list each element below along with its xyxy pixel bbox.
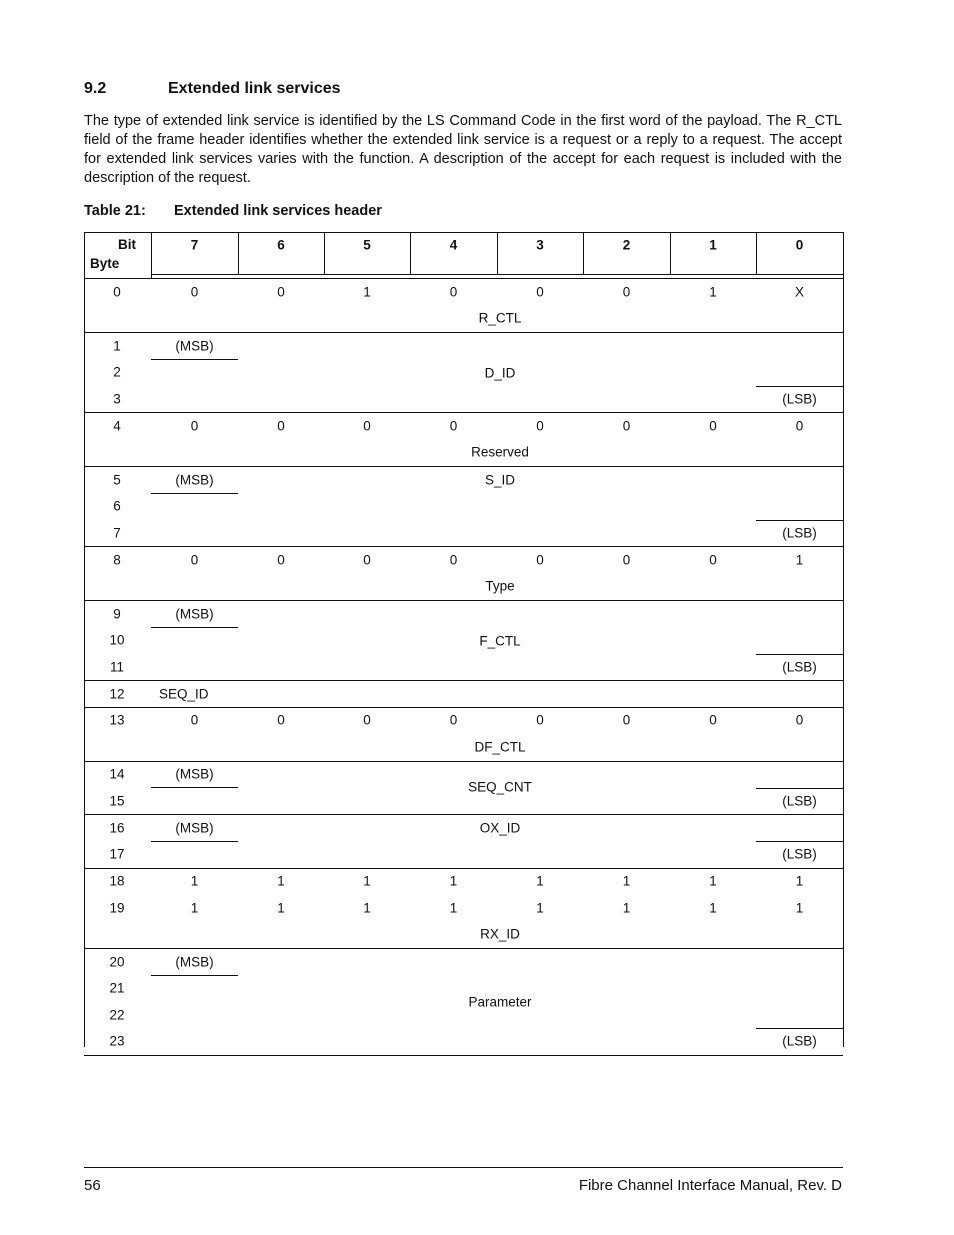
bit-value: 1 bbox=[363, 873, 371, 889]
byte-number: 3 bbox=[113, 391, 121, 407]
bit-value: 0 bbox=[449, 418, 458, 434]
bit-value: 0 bbox=[536, 418, 544, 434]
field-name: OX_ID bbox=[479, 820, 521, 836]
field-name: Type bbox=[485, 578, 515, 594]
lsb-marker: (LSB) bbox=[782, 846, 817, 862]
page-number: 56 bbox=[84, 1177, 101, 1194]
bit-value: 1 bbox=[363, 284, 371, 300]
lsb-marker: (LSB) bbox=[782, 391, 817, 407]
field-name: D_ID bbox=[484, 365, 516, 380]
bit-value: 0 bbox=[449, 284, 458, 300]
bit-column-header: 1 bbox=[709, 237, 717, 253]
bit-value: 1 bbox=[795, 900, 804, 916]
bit-value: 0 bbox=[536, 284, 544, 300]
msb-marker: (MSB) bbox=[175, 338, 214, 354]
table-number: Table 21: bbox=[84, 203, 146, 219]
bit-value: 0 bbox=[536, 712, 544, 728]
footer-rule bbox=[84, 1167, 843, 1168]
row-separator bbox=[84, 412, 843, 413]
field-name: F_CTL bbox=[479, 633, 521, 648]
lsb-marker: (LSB) bbox=[782, 659, 817, 675]
bit-value: 1 bbox=[795, 873, 804, 889]
bit-value: 1 bbox=[622, 900, 631, 916]
row-separator bbox=[84, 600, 843, 601]
bit-value: X bbox=[794, 284, 804, 300]
byte-number: 9 bbox=[113, 606, 121, 622]
bit-value: 0 bbox=[190, 552, 199, 568]
bit-value: 0 bbox=[622, 552, 631, 568]
header-rule-double bbox=[84, 278, 843, 279]
byte-number: 1 bbox=[113, 338, 121, 354]
header-rule bbox=[151, 274, 843, 275]
byte-number: 16 bbox=[109, 820, 125, 836]
msb-marker: (MSB) bbox=[175, 472, 214, 488]
bit-value: 0 bbox=[363, 712, 371, 728]
row-separator bbox=[84, 1055, 843, 1056]
bit-column-header: 6 bbox=[277, 237, 285, 253]
table-caption bbox=[84, 203, 382, 219]
msb-marker: (MSB) bbox=[175, 766, 214, 782]
field-name: RX_ID bbox=[480, 926, 520, 942]
bit-value: 0 bbox=[277, 418, 285, 434]
msb-underline bbox=[151, 627, 238, 628]
byte-number: 2 bbox=[113, 364, 121, 380]
row-separator bbox=[84, 948, 843, 949]
table-title: Extended link services header bbox=[174, 203, 382, 219]
bit-value: 0 bbox=[363, 552, 371, 568]
bit-value: 1 bbox=[709, 873, 717, 889]
byte-number: 0 bbox=[113, 284, 121, 300]
bit-column-header: 5 bbox=[363, 237, 371, 253]
bit-column-header: 0 bbox=[795, 237, 804, 253]
row-separator bbox=[84, 680, 843, 681]
row-separator bbox=[84, 332, 843, 333]
field-name: R_CTL bbox=[478, 310, 522, 326]
bit-value: 1 bbox=[277, 873, 285, 889]
lsb-overline bbox=[756, 386, 843, 387]
bit-value: 0 bbox=[622, 712, 631, 728]
msb-underline bbox=[151, 359, 238, 360]
bit-value: 0 bbox=[709, 712, 717, 728]
bit-column-header: 3 bbox=[536, 237, 544, 253]
lsb-overline bbox=[756, 654, 843, 655]
lsb-marker: (LSB) bbox=[782, 1033, 817, 1049]
bit-value: 1 bbox=[190, 900, 199, 916]
bit-value: 1 bbox=[449, 873, 458, 889]
section-title: Extended link services bbox=[168, 80, 341, 97]
bit-value: 1 bbox=[536, 873, 544, 889]
bit-value: 1 bbox=[622, 873, 631, 889]
intro-paragraph: The type of extended link service is identified by the LS Command Code in the first word of the payload. The R_CTL field of the frame header identifies whether the extended link service is a request or a reply to a request. The accept for extended link services varies with the function. A description of the accept for each request is included with the description of the request. bbox=[84, 113, 842, 186]
bit-value: 0 bbox=[190, 418, 199, 434]
byte-number: 4 bbox=[113, 418, 121, 434]
row-separator bbox=[84, 707, 843, 708]
byte-number: 23 bbox=[109, 1033, 125, 1049]
section-number: 9.2 bbox=[84, 80, 107, 97]
bit-value: 0 bbox=[795, 418, 804, 434]
msb-marker: (MSB) bbox=[175, 954, 214, 970]
bit-column-header: 4 bbox=[449, 237, 458, 253]
byte-number: 22 bbox=[109, 1007, 125, 1023]
bit-value: 0 bbox=[277, 712, 285, 728]
bit-value: 1 bbox=[277, 900, 285, 916]
byte-number: 20 bbox=[109, 954, 125, 970]
byte-number: 19 bbox=[109, 900, 125, 916]
byte-number: 18 bbox=[109, 873, 125, 889]
table-right-border bbox=[843, 232, 844, 1047]
lsb-overline bbox=[756, 841, 843, 842]
lsb-overline bbox=[756, 1028, 843, 1029]
bit-value: 0 bbox=[277, 552, 285, 568]
field-name: DF_CTL bbox=[474, 739, 526, 755]
byte-number: 12 bbox=[109, 686, 125, 702]
lsb-marker: (LSB) bbox=[782, 525, 817, 541]
bit-value: 0 bbox=[190, 712, 199, 728]
bit-value: 0 bbox=[363, 418, 371, 434]
bit-column-header: 7 bbox=[190, 237, 199, 253]
bit-value: 1 bbox=[449, 900, 458, 916]
lsb-overline bbox=[756, 788, 843, 789]
msb-underline bbox=[151, 493, 238, 494]
byte-header-label: Byte bbox=[90, 256, 120, 271]
bit-value: 0 bbox=[449, 552, 458, 568]
bit-value: 1 bbox=[795, 552, 804, 568]
byte-number: 8 bbox=[113, 552, 121, 568]
field-name: S_ID bbox=[484, 472, 515, 488]
bit-value: 0 bbox=[536, 552, 544, 568]
bit-value: 0 bbox=[622, 284, 631, 300]
bit-column-header: 2 bbox=[622, 237, 631, 253]
bit-value: 0 bbox=[795, 712, 804, 728]
bit-value: 1 bbox=[709, 284, 717, 300]
byte-number: 11 bbox=[109, 659, 124, 675]
bit-value: 1 bbox=[709, 900, 717, 916]
byte-number: 6 bbox=[113, 498, 121, 514]
field-name: SEQ_ID bbox=[159, 686, 209, 702]
lsb-marker: (LSB) bbox=[782, 793, 817, 809]
bit-value: 0 bbox=[449, 712, 458, 728]
row-separator bbox=[84, 466, 843, 467]
byte-number: 10 bbox=[109, 632, 125, 648]
byte-number: 7 bbox=[113, 525, 121, 541]
byte-number: 15 bbox=[109, 793, 125, 809]
extended-link-services-header-table bbox=[84, 232, 844, 1047]
msb-underline bbox=[151, 975, 238, 976]
bit-value: 0 bbox=[277, 284, 285, 300]
msb-underline bbox=[151, 841, 238, 842]
row-separator bbox=[84, 868, 843, 869]
byte-number: 17 bbox=[109, 846, 125, 862]
bit-value: 1 bbox=[190, 873, 199, 889]
row-separator bbox=[84, 761, 843, 762]
bit-value: 0 bbox=[622, 418, 631, 434]
section-heading bbox=[84, 80, 341, 98]
byte-number: 14 bbox=[109, 766, 125, 782]
row-separator bbox=[84, 814, 843, 815]
msb-marker: (MSB) bbox=[175, 820, 214, 836]
byte-number: 5 bbox=[113, 472, 121, 488]
msb-underline bbox=[151, 787, 238, 788]
bit-value: 0 bbox=[709, 418, 717, 434]
field-name: SEQ_CNT bbox=[468, 779, 532, 795]
table-top-border bbox=[84, 232, 843, 233]
field-name: Parameter bbox=[468, 994, 532, 1010]
field-name: Reserved bbox=[471, 444, 529, 460]
bit-value: 0 bbox=[190, 284, 199, 300]
manual-title: Fibre Channel Interface Manual, Rev. D bbox=[578, 1177, 842, 1194]
lsb-overline bbox=[756, 520, 843, 521]
bit-header-label: Bit bbox=[118, 237, 136, 252]
bit-value: 1 bbox=[363, 900, 371, 916]
bit-value: 1 bbox=[536, 900, 544, 916]
msb-marker: (MSB) bbox=[175, 606, 214, 622]
row-separator bbox=[84, 546, 843, 547]
bit-value: 0 bbox=[709, 552, 717, 568]
byte-number: 13 bbox=[109, 712, 125, 728]
byte-number: 21 bbox=[109, 980, 125, 996]
